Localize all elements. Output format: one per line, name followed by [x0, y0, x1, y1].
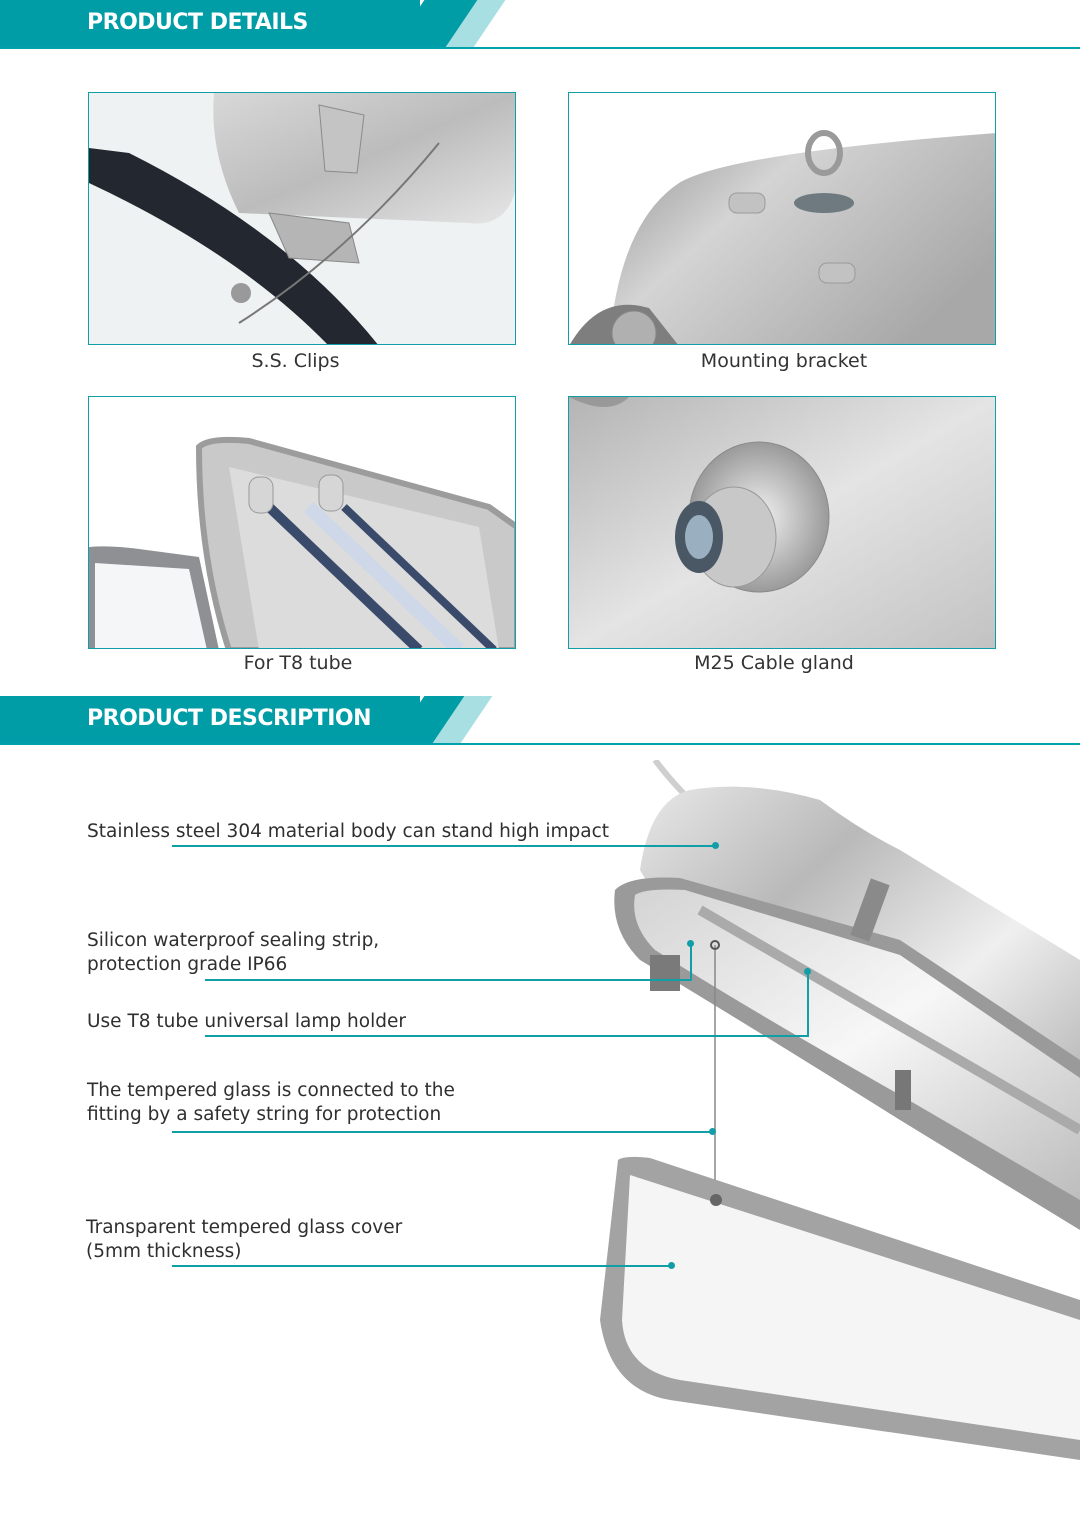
leader-line	[205, 979, 692, 981]
leader-dot	[709, 1128, 716, 1135]
cable-gland-caption: M25 Cable gland	[694, 652, 854, 674]
leader-dot	[668, 1262, 675, 1269]
leader-dot	[687, 940, 694, 947]
callout-sealing-strip-line1: Silicon waterproof sealing strip,	[87, 930, 380, 951]
luminaire-illustration	[600, 760, 1080, 1500]
leader-dot	[804, 968, 811, 975]
bracket-illustration	[569, 93, 996, 345]
leader-line	[205, 1035, 809, 1037]
clips-illustration	[89, 93, 516, 345]
section-title: PRODUCT DESCRIPTION	[87, 706, 372, 731]
bracket-caption: Mounting bracket	[700, 350, 868, 372]
callout-glass-cover-line1: Transparent tempered glass cover	[86, 1217, 403, 1238]
leader-line	[172, 1265, 672, 1267]
cable-gland-photo	[568, 396, 996, 649]
mounting-bracket-photo	[568, 92, 996, 345]
callout-safety-string-line2: fitting by a safety string for protection	[87, 1104, 442, 1125]
product-description-header	[0, 696, 1080, 746]
stainless-steel-clips-photo	[88, 92, 516, 345]
section-title: PRODUCT DETAILS	[87, 10, 308, 35]
leader-line	[172, 845, 715, 847]
product-details-header	[0, 0, 1080, 50]
callout-safety-string-line1: The tempered glass is connected to the	[87, 1080, 455, 1101]
header-rule	[0, 743, 1080, 745]
leader-line-vertical	[690, 944, 692, 981]
callout-body-material: Stainless steel 304 material body can stand high impact	[87, 821, 610, 842]
t8-tube-illustration	[89, 397, 516, 649]
callout-lamp-holder: Use T8 tube universal lamp holder	[87, 1011, 406, 1032]
clips-caption: S.S. Clips	[251, 350, 340, 372]
leader-line	[172, 1131, 713, 1133]
leader-dot	[712, 842, 719, 849]
t8-tube-caption: For T8 tube	[243, 652, 353, 674]
callout-sealing-strip-line2: protection grade IP66	[87, 954, 288, 975]
callout-glass-cover-line2: (5mm thickness)	[86, 1241, 242, 1262]
cable-gland-illustration	[569, 397, 996, 649]
leader-line-vertical	[807, 972, 809, 1037]
header-rule	[0, 47, 1080, 49]
t8-tube-photo	[88, 396, 516, 649]
